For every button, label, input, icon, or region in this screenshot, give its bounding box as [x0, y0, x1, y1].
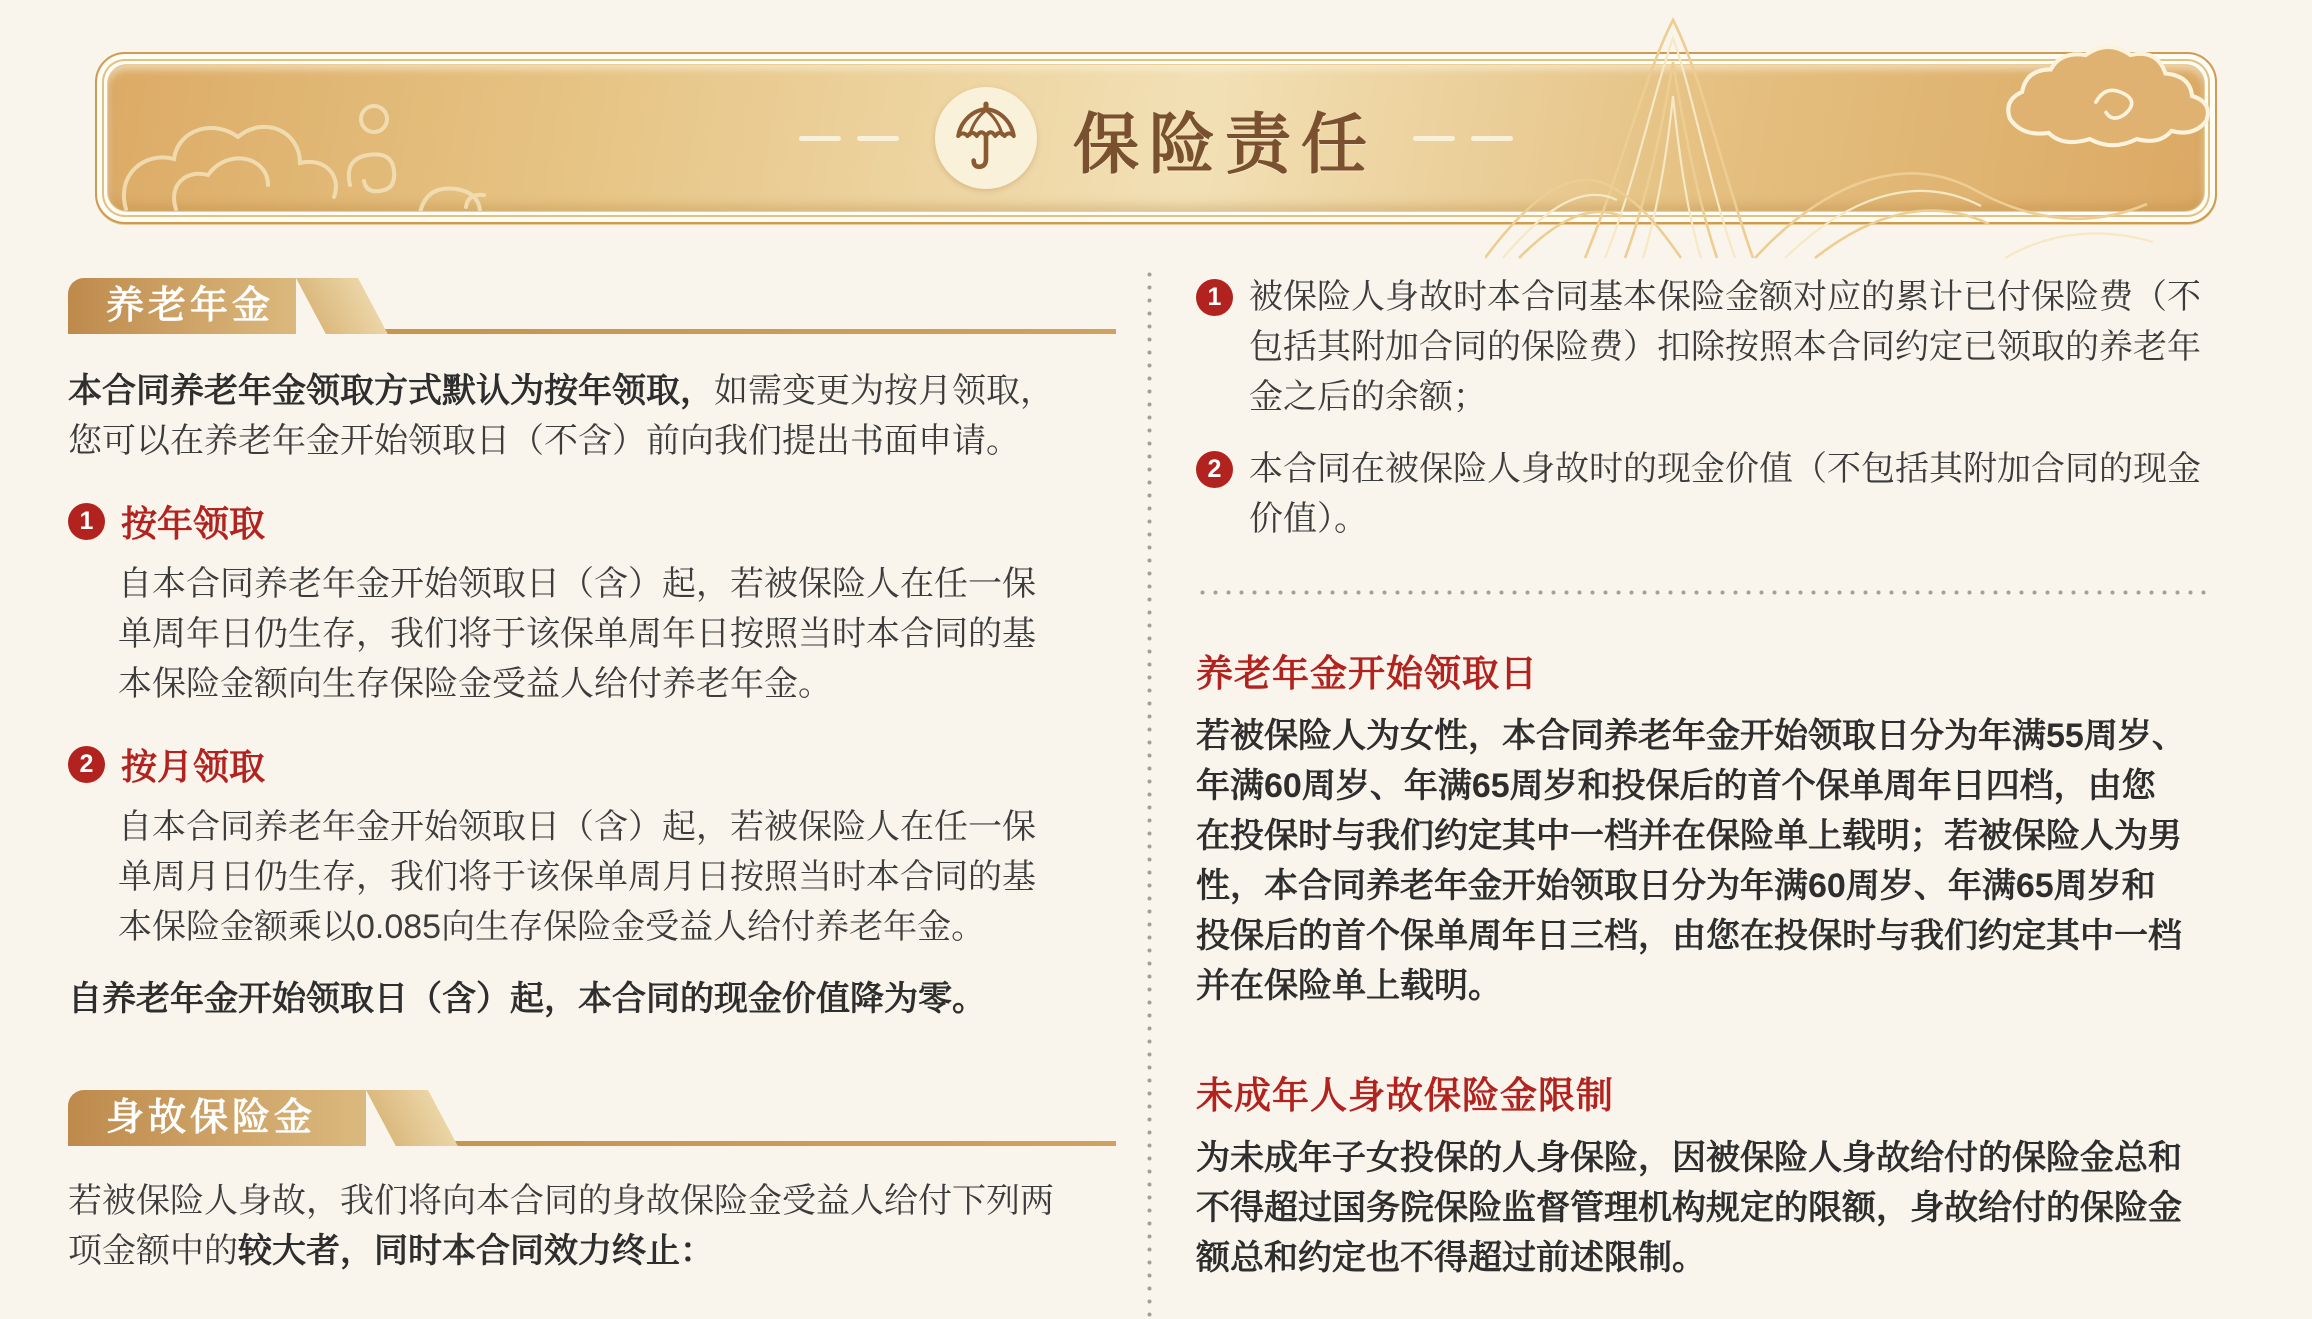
section-tab-death-benefit — [68, 1090, 1116, 1146]
intro-bold-segment: 较大者，同时本合同效力终止： — [238, 1232, 714, 1270]
item-title: 按年领取 — [121, 503, 266, 544]
pension-intro-paragraph — [68, 366, 1070, 466]
banner-panel — [107, 64, 2205, 212]
tab-underline — [430, 1141, 1116, 1146]
option-body: 本合同在被保险人身故时的现金价值（不包括其附加合同的现金价值）。 — [1249, 450, 2201, 538]
banner-title-group — [108, 65, 2204, 211]
left-column — [68, 278, 1116, 1276]
item-title: 按月领取 — [121, 746, 266, 787]
note-body-minor-limit: 为未成年子女投保的人身保险，因被保险人身故给付的保险金总和不得超过国务院保险监督管理机构规定的限额，身故给付的保险金额总和约定也不得超过前述限制。 — [1196, 1139, 2182, 1277]
right-column — [1196, 264, 2233, 1283]
cash-value-note: 自养老年金开始领取日（含）起，本合同的现金价值降为零。 — [68, 980, 986, 1018]
tab-label: 养老年金 — [106, 285, 275, 327]
tab-label: 身故保险金 — [106, 1097, 317, 1139]
item-body: 自本合同养老年金开始领取日（含）起，若被保险人在任一保单周月日仍生存，我们将于该保单周月日按照当时本合同的基本保险金额乘以0.085向生存保险金受益人给付养老年金。 — [118, 808, 1036, 946]
note-heading-minor-limit: 未成年人身故保险金限制 — [1196, 1075, 1614, 1116]
item-number-badge: 2 — [1196, 451, 1233, 488]
page-title: 保险责任 — [1073, 106, 1377, 181]
intro-bold-segment: 本合同养老年金领取方式默认为按年领取， — [68, 372, 714, 410]
note-body-pension-start-date: 若被保险人为女性，本合同养老年金开始领取日分为年满55周岁、年满60周岁、年满65周岁和投保后的首个保单周年日四档，由您在投保时与我们约定其中一档并在保险单上载明；若被保险人为男性，本合同养老年金开始领取日分为年满60周岁、年满65周岁和投保后的首个保单周年日三档，由您在投保时与我们约定其中一档并在保险单上载明。 — [1196, 717, 2186, 1005]
note-heading-pension-start-date: 养老年金开始领取日 — [1196, 653, 1538, 694]
banner — [95, 52, 2217, 224]
item-number-badge: 1 — [68, 503, 105, 540]
numbered-item-annual — [68, 496, 1116, 709]
umbrella-icon — [935, 87, 1037, 189]
tab-underline — [360, 329, 1116, 334]
column-divider — [1147, 268, 1152, 1319]
section-tab-pension — [68, 278, 1116, 334]
numbered-item-monthly — [68, 739, 1116, 952]
death-benefit-option-1 — [1196, 272, 2233, 422]
right-dashes-decoration — [1413, 136, 1513, 141]
item-number-badge: 1 — [1196, 279, 1233, 316]
death-benefit-intro — [68, 1176, 1070, 1276]
death-benefit-option-2 — [1196, 444, 2233, 544]
intro-regular-segment: 若被保险人身故，我们将向本合同的身故保险金受益人给付下列两项金额中的 — [68, 1182, 1054, 1270]
option-body: 被保险人身故时本合同基本保险金额对应的累计已付保险费（不包括其附加合同的保险费）扣除按照本合同约定已领取的养老年金之后的余额； — [1249, 278, 2201, 416]
item-body: 自本合同养老年金开始领取日（含）起，若被保险人在任一保单周年日仍生存，我们将于该保单周年日按照当时本合同的基本保险金额向生存保险金受益人给付养老年金。 — [118, 565, 1036, 703]
item-number-badge: 2 — [68, 746, 105, 783]
left-dashes-decoration — [799, 136, 899, 141]
intro-regular-segment: 如需变更为按月领取，您可以在养老年金开始领取日（不含）前向我们提出书面申请。 — [68, 372, 1054, 460]
dotted-divider — [1196, 590, 2208, 595]
